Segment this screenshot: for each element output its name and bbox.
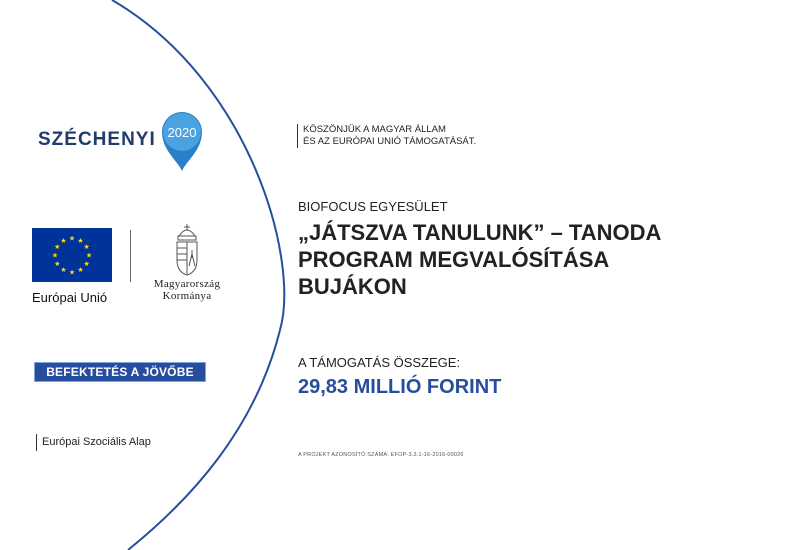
- hungarian-government-logo: [142, 222, 232, 302]
- eu-star-icon: ★: [83, 261, 90, 268]
- project-title-line-3: BUJÁKON: [298, 274, 407, 299]
- support-label: A TÁMOGATÁS ÖSSZEGE:: [298, 355, 461, 370]
- eu-star-icon: ★: [85, 252, 93, 260]
- support-amount: 29,83 MILLIÓ FORINT: [298, 376, 502, 398]
- eu-star-icon: ★: [54, 244, 61, 251]
- organization-name: BIOFOCUS EGYESÜLET: [298, 199, 448, 214]
- government-line-1: Magyarország: [153, 278, 221, 290]
- esf-label: Európai Szociális Alap: [36, 434, 151, 451]
- eu-flag-icon: [32, 228, 112, 282]
- thanks-line-2: ÉS AZ EURÓPAI UNIÓ TÁMOGATÁSÁT.: [303, 136, 477, 147]
- eu-star-icon: ★: [68, 269, 76, 277]
- eu-star-icon: ★: [68, 235, 76, 243]
- eu-logo: [32, 228, 112, 305]
- investment-badge: BEFEKTETÉS A JÖVŐBE: [34, 362, 206, 382]
- government-line-2: Kormánya: [162, 290, 212, 302]
- logo-divider: [130, 230, 131, 282]
- eu-star-icon: ★: [51, 252, 59, 260]
- eu-star-icon: ★: [60, 267, 67, 275]
- eu-star-icon: ★: [60, 237, 67, 245]
- eu-star-icon: ★: [83, 244, 90, 251]
- coat-of-arms-icon: [167, 222, 207, 278]
- map-pin-icon: [159, 110, 205, 172]
- project-title-line-2: PROGRAM MEGVALÓSÍTÁSA: [298, 247, 610, 272]
- eu-label: Európai Unió: [32, 290, 108, 305]
- eu-star-icon: ★: [77, 237, 84, 245]
- project-identifier: A PROJEKT AZONOSÍTÓ SZÁMA: EFOP-3.3.1-16-2016-00026: [298, 452, 464, 458]
- thanks-line-1: KÖSZÖNJÜK A MAGYAR ÁLLAM: [303, 124, 446, 135]
- eu-star-icon: ★: [77, 267, 84, 275]
- szechenyi-2020-logo: [38, 108, 205, 172]
- szechenyi-logo-year: 2020: [167, 125, 197, 140]
- project-title-line-1: „JÁTSZVA TANULUNK” – TANODA: [298, 220, 662, 245]
- eu-star-icon: ★: [54, 261, 61, 268]
- szechenyi-logo-text: SZÉCHENYI: [38, 129, 156, 150]
- project-title: [298, 219, 758, 300]
- thanks-text: [297, 124, 476, 148]
